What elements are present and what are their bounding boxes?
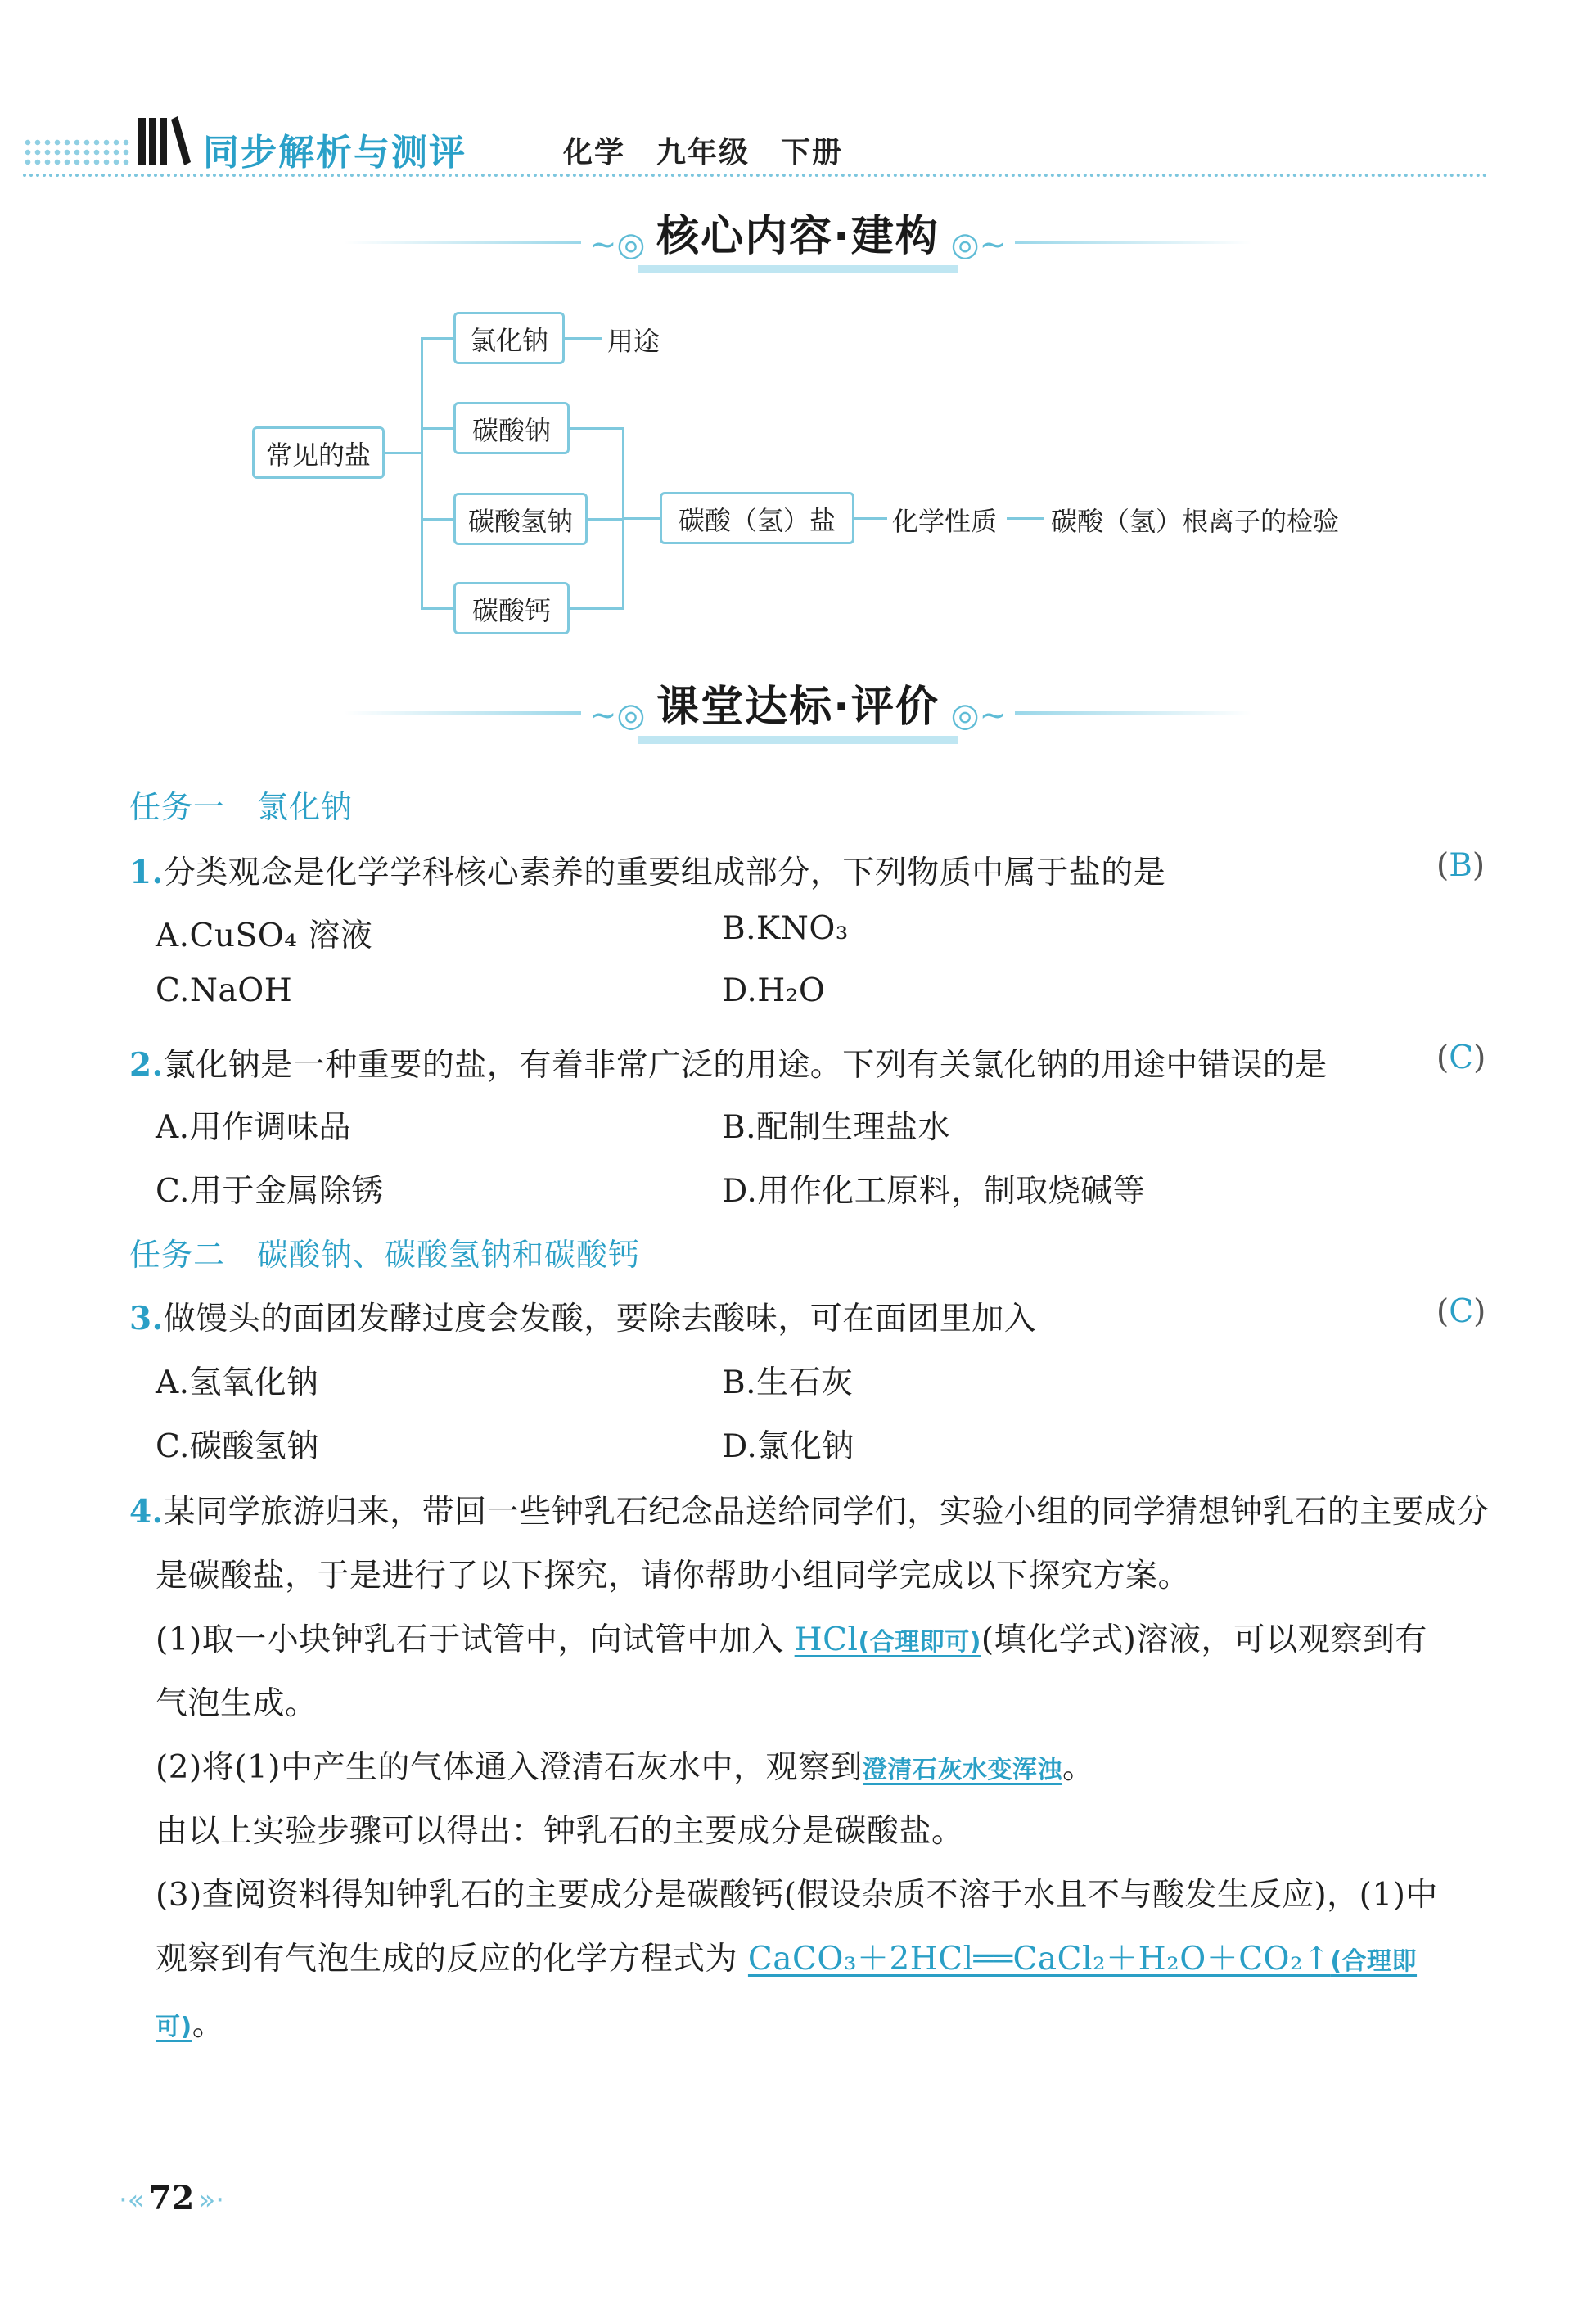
swirl-ornament-icon: ◎~	[950, 697, 1007, 734]
answer-note: (合理即可)	[858, 1628, 981, 1657]
answer-fill	[795, 1621, 981, 1658]
question-2-option-d: D.用作化工原料，制取烧碱等	[722, 1173, 1146, 1210]
part-text: 。	[192, 2006, 225, 2043]
map-label-property: 化学性质	[892, 506, 998, 537]
book-icon	[135, 113, 192, 169]
swirl-ornament-icon: ~◎	[589, 697, 646, 734]
question-4-part1	[156, 1614, 1427, 1660]
question-text: 氯化钠是一种重要的盐，有着非常广泛的用途。下列有关氯化钠的用途中错误的是	[163, 1047, 1328, 1084]
question-3-option-d: D.氯化钠	[722, 1428, 854, 1465]
part-text: (1)取一小块钟乳石于试管中，向试管中加入	[156, 1621, 784, 1658]
part-text: (2)将(1)中产生的气体通入澄清石灰水中，观察到	[156, 1749, 863, 1786]
question-1-option-a: A.CuSO₄ 溶液	[156, 918, 373, 954]
answer-fill: 澄清石灰水变浑浊	[863, 1756, 1062, 1784]
question-2-answer: (C)	[1436, 1040, 1486, 1076]
book-title: 同步解析与测评	[203, 132, 467, 174]
map-node-root: 常见的盐	[252, 426, 385, 479]
question-3-option-a: A.氢氧化钠	[156, 1364, 319, 1401]
question-4-part3-line1: (3)查阅资料得知钟乳石的主要成分是碳酸钙(假设杂质不溶于水且不与酸发生反应)，(1)中	[156, 1877, 1438, 1914]
part-text: (填化学式)溶液，可以观察到有	[981, 1621, 1427, 1658]
map-label-ion-test: 碳酸（氢）根离子的检验	[1051, 506, 1340, 537]
map-node-sodium-bicarbonate: 碳酸氢钠	[453, 493, 588, 545]
question-4-conclusion: 由以上实验步骤可以得出：钟乳石的主要成分是碳酸盐。	[156, 1813, 964, 1850]
question-3-option-b: B.生石灰	[722, 1364, 854, 1401]
question-4-part1-line2: 气泡生成。	[156, 1685, 318, 1722]
map-connector	[421, 607, 453, 610]
map-node-carbonate-group: 碳酸（氢）盐	[660, 492, 854, 544]
question-1-option-d: D.H₂O	[722, 972, 826, 1009]
section-banner-practice	[344, 675, 1252, 749]
banner-rule-left	[344, 241, 581, 244]
map-node-sodium-chloride: 氯化钠	[453, 312, 565, 364]
question-text: 做馒头的面团发酵过度会发酸，要除去酸味，可在面团里加入	[163, 1301, 1037, 1337]
question-text: 某同学旅游归来，带回一些钟乳石纪念品送给同学们，实验小组的同学猜想钟乳石的主要成分	[163, 1494, 1490, 1531]
answer-letter: C	[1449, 1040, 1474, 1076]
map-connector	[588, 518, 622, 521]
question-4-stem-line2: 是碳酸盐，于是进行了以下探究，请你帮助小组同学完成以下探究方案。	[156, 1558, 1191, 1594]
question-1-stem	[129, 847, 1165, 893]
chevron-left-icon: ·«	[119, 2184, 145, 2217]
task-heading-1: 任务一 氯化钠	[129, 789, 354, 825]
map-label-use: 用途	[607, 326, 660, 357]
map-connector	[570, 427, 622, 430]
header-dots-decoration	[23, 138, 129, 167]
page-number: 72	[148, 2179, 195, 2217]
question-number: 2.	[129, 1046, 164, 1084]
map-connector	[421, 518, 453, 521]
banner-rule-left	[344, 711, 581, 715]
question-number: 1.	[129, 854, 164, 891]
map-connector	[1007, 517, 1044, 520]
question-number: 4.	[129, 1493, 164, 1531]
question-number: 3.	[129, 1300, 164, 1337]
section-title: 课堂达标·评价	[638, 679, 958, 744]
map-connector	[385, 452, 421, 454]
answer-note: 可)	[156, 2013, 192, 2041]
map-connector	[570, 607, 622, 610]
page-number-block	[119, 2179, 224, 2217]
map-connector	[622, 517, 660, 520]
question-2-option-a: A.用作调味品	[156, 1109, 352, 1146]
question-4-part2	[156, 1742, 1095, 1788]
question-1-option-b: B.KNO₃	[722, 910, 849, 947]
answer-letter: B	[1449, 847, 1472, 884]
map-node-sodium-carbonate: 碳酸钠	[453, 402, 570, 454]
question-2-option-b: B.配制生理盐水	[722, 1109, 951, 1146]
answer-text: HCl	[794, 1621, 859, 1658]
map-node-calcium-carbonate: 碳酸钙	[453, 582, 570, 634]
answer-note: (合理即	[1330, 1947, 1418, 1976]
swirl-ornament-icon: ~◎	[589, 226, 646, 264]
map-connector	[421, 427, 453, 430]
swirl-ornament-icon: ◎~	[950, 226, 1007, 264]
question-1-answer: (B)	[1436, 847, 1486, 884]
banner-rule-right	[1015, 711, 1252, 715]
map-connector	[565, 337, 602, 340]
task-heading-2: 任务二 碳酸钠、碳酸氢钠和碳酸钙	[129, 1237, 641, 1273]
part-text: 。	[1062, 1749, 1095, 1786]
map-connector	[854, 517, 887, 520]
chevron-right-icon: »·	[198, 2184, 225, 2217]
subject-grade: 化学 九年级 下册	[563, 136, 844, 169]
question-4-stem-line1	[129, 1486, 1489, 1532]
equation-text: CaCO₃＋2HCl══CaCl₂＋H₂O＋CO₂↑	[747, 1941, 1331, 1978]
map-connector	[421, 337, 423, 610]
question-2-option-c: C.用于金属除锈	[156, 1173, 384, 1210]
question-3-answer: (C)	[1436, 1293, 1486, 1330]
question-2-stem	[129, 1040, 1328, 1085]
answer-letter: C	[1449, 1293, 1474, 1330]
question-4-part3-line2	[156, 1933, 1417, 1979]
answer-fill	[748, 1941, 1417, 1978]
question-4-part3-line3	[156, 1999, 224, 2045]
question-1-option-c: C.NaOH	[156, 972, 293, 1009]
section-title: 核心内容·建构	[638, 208, 958, 273]
question-3-stem	[129, 1293, 1036, 1339]
section-banner-core	[344, 205, 1252, 278]
part-text: 观察到有气泡生成的反应的化学方程式为	[156, 1941, 738, 1978]
header-divider	[23, 174, 1488, 177]
question-text: 分类观念是化学学科核心素养的重要组成部分，下列物质中属于盐的是	[163, 855, 1166, 891]
question-3-option-c: C.碳酸氢钠	[156, 1428, 319, 1465]
map-connector	[421, 337, 453, 340]
banner-rule-right	[1015, 241, 1252, 244]
